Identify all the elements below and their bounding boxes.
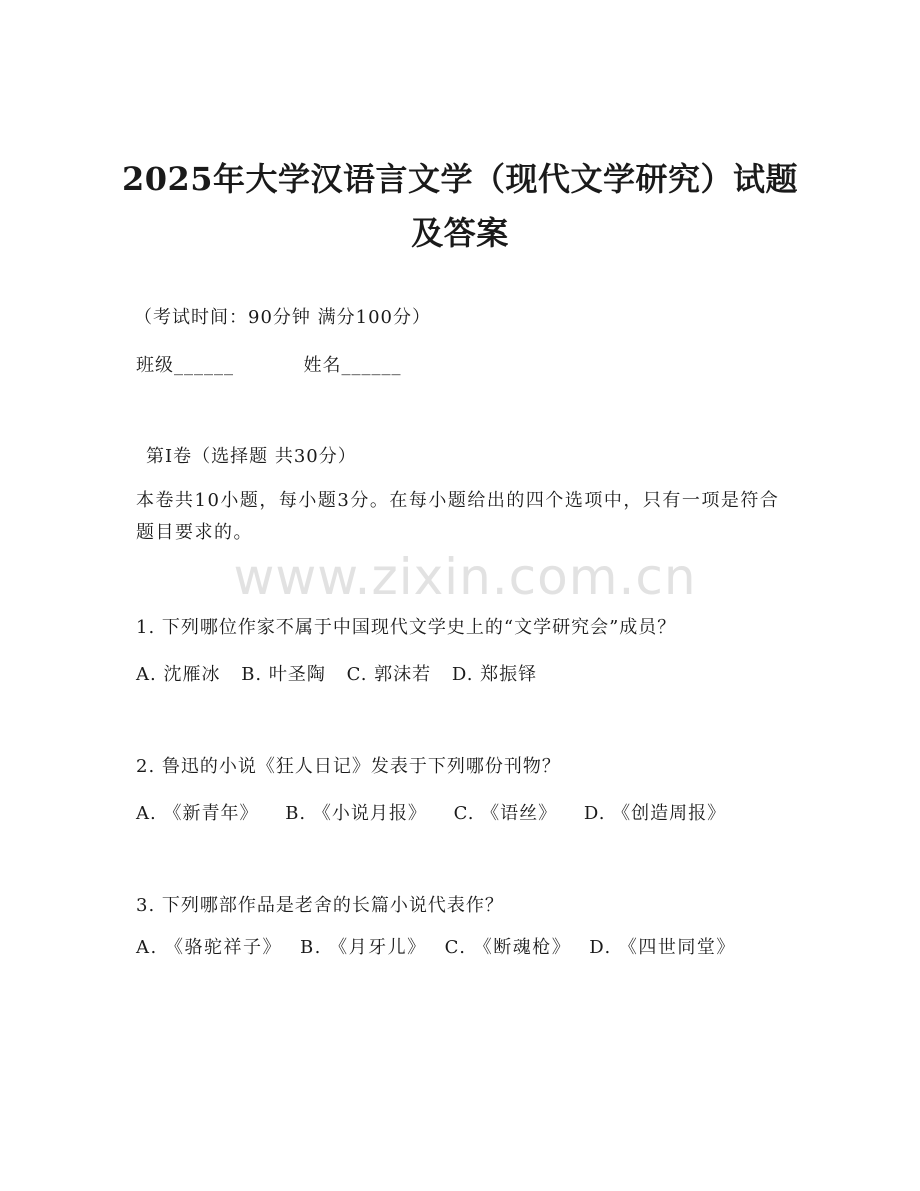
option-b: B. 叶圣陶 xyxy=(241,664,326,685)
class-field: 班级______ xyxy=(136,355,234,376)
option-a: A. 沈雁冰 xyxy=(136,664,221,685)
question-stem: 2. 鲁迅的小说《狂人日记》发表于下列哪份刊物？ xyxy=(136,756,561,777)
option-d: D. 《创造周报》 xyxy=(583,803,727,824)
exam-info: （考试时间：90分钟 满分100分） xyxy=(134,307,431,328)
question-options xyxy=(136,660,551,686)
section-instruction: 本卷共10小题，每小题3分。在每小题给出的四个选项中，只有一项是符合题目要求的。 xyxy=(136,490,780,543)
option-b: B. 《小说月报》 xyxy=(285,803,427,824)
option-a: A. 《骆驼祥子》 xyxy=(136,937,282,958)
watermark: www.zixin.com.cn xyxy=(233,548,697,606)
option-c: C. 《语丝》 xyxy=(453,803,558,824)
question-options xyxy=(136,932,776,964)
question-stem: 3. 下列哪部作品是老舍的长篇小说代表作？ xyxy=(136,895,504,916)
option-b: B. 《月牙儿》 xyxy=(299,937,427,958)
document-title: 2025年大学汉语言文学（现代文学研究）试题及答案 xyxy=(121,160,799,252)
option-d: D. 郑振铎 xyxy=(451,664,538,685)
question-options xyxy=(136,799,740,825)
option-d: D. 《四世同堂》 xyxy=(589,937,736,958)
option-a: A. 《新青年》 xyxy=(136,803,259,824)
name-field: 姓名______ xyxy=(303,355,402,376)
option-c: C. 《断魂枪》 xyxy=(444,937,572,958)
section-heading: 第I卷（选择题 共30分） xyxy=(146,446,357,467)
question-stem: 1. 下列哪位作家不属于中国现代文学史上的“文学研究会”成员？ xyxy=(136,617,677,638)
student-fields xyxy=(136,351,401,377)
option-c: C. 郭沫若 xyxy=(346,664,432,685)
